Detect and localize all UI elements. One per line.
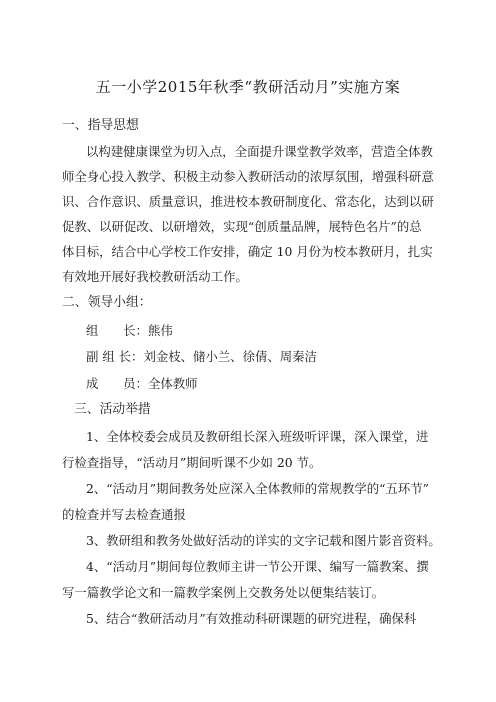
section-heading-leadership-group: 二、领导小组：: [62, 295, 152, 310]
paragraph-line: 有效地开展好我校教研活动工作。: [62, 269, 248, 284]
paragraph-line: 1、全体校委会成员及教研组长深入班级听评课，深入课堂，进: [86, 429, 429, 444]
paragraph-line: 5、结合“教研活动月”有效推动科研课题的研究进程，确保科: [86, 611, 417, 626]
section-heading-measures: 三、活动举措: [74, 402, 151, 417]
document-title: 五一小学2015年秋季“教研活动月”实施方案: [95, 78, 401, 96]
paragraph-line: 2、“活动月”期间教务处应深入全体教师的常规教学的“五环节”: [86, 481, 429, 496]
section-heading-guiding-ideology: 一、指导思想: [62, 118, 139, 133]
leader-line: 副 组 长：刘金枝、储小兰、徐倩、周秦洁: [86, 349, 317, 364]
paragraph-line: 体目标，结合中心学校工作安排，确定 10 月份为校本教研月，扎实: [62, 244, 433, 259]
paragraph-line: 识、合作意识、质量意识，推进校本教研制度化、常态化，达到以研: [62, 194, 434, 209]
paragraph-line: 3、教研组和教务处做好活动的详实的文字记载和图片影音资料。: [86, 533, 441, 548]
paragraph-line: 行检查指导，“活动月”期间听课不少如 20 节。: [62, 455, 322, 470]
paragraph-line: 以构建健康课堂为切入点，全面提升课堂教学效率，营造全体教: [86, 144, 433, 159]
paragraph-line: 师全身心投入教学、积极主动参入教研活动的浓厚氛围，增强科研意: [62, 169, 434, 184]
paragraph-line: 4、“活动月”期间每位教师主讲一节公开课、编写一篇教案、撰: [86, 559, 429, 574]
paragraph-line: 促教、以研促改、以研增效，实现“创质量品牌，展特色名片”的总: [62, 219, 422, 234]
leader-line: 组 长：熊伟: [86, 323, 173, 338]
paragraph-line: 写一篇教学论文和一篇教学案例上交教务处以便集结装订。: [62, 585, 385, 600]
paragraph-line: 的检查并写去检查通报: [62, 507, 186, 522]
leader-line: 成 员：全体教师: [86, 376, 198, 391]
